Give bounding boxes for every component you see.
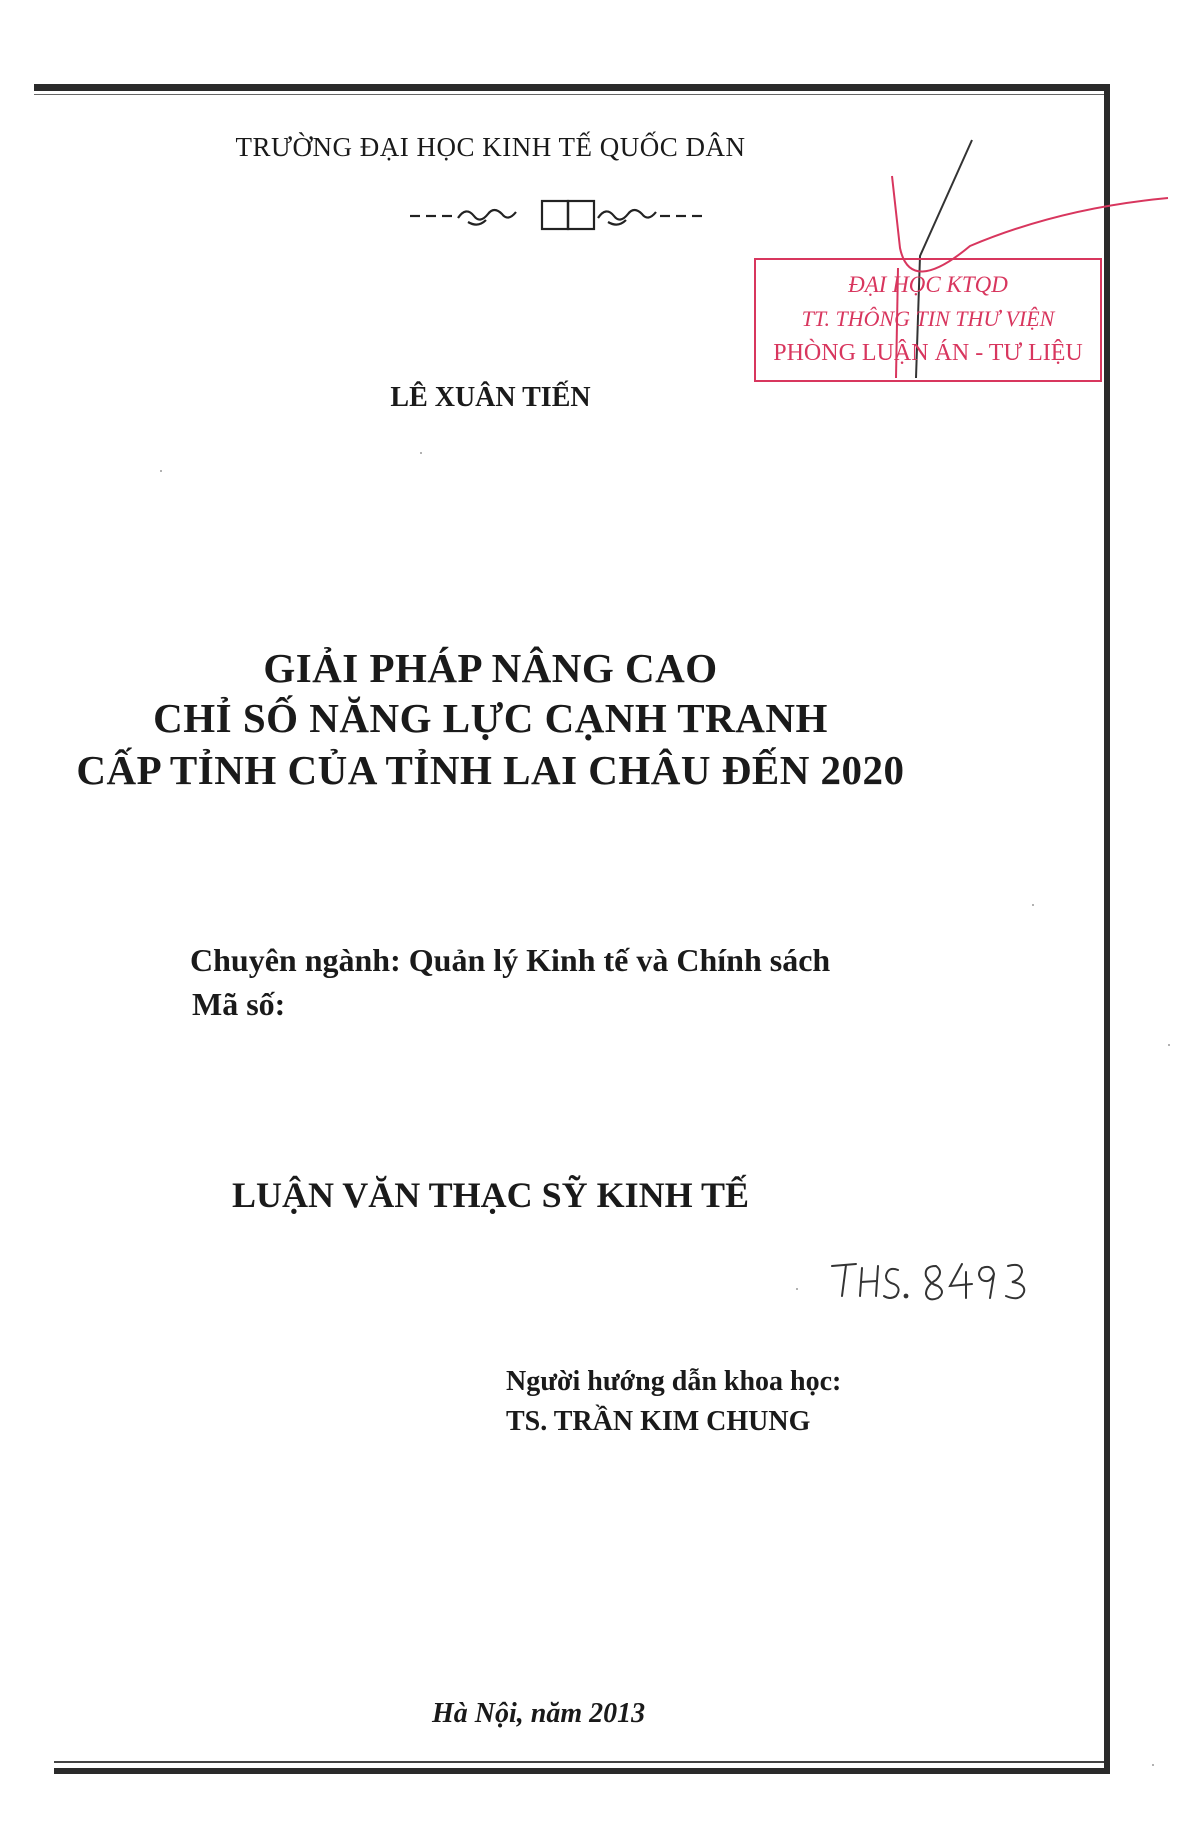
advisor-name: TS. TRẦN KIM CHUNG (506, 1406, 811, 1437)
stamp-line-3: PHÒNG LUẬN ÁN - TƯ LIỆU (773, 340, 1083, 366)
degree-title: LUẬN VĂN THẠC SỸ KINH TẾ (231, 1175, 750, 1215)
book-ornament-icon (408, 198, 704, 234)
stamp-line-1: ĐẠI HỌC KTQD (848, 272, 1008, 297)
library-stamp (754, 258, 1102, 382)
university-name: TRƯỜNG ĐẠI HỌC KINH TẾ QUỐC DÂN (235, 132, 746, 162)
thesis-title-line-2: CHỈ SỐ NĂNG LỰC CẠNH TRANH (153, 695, 828, 741)
thesis-title-line-3: CẤP TỈNH CỦA TỈNH LAI CHÂU ĐẾN 2020 (76, 747, 905, 793)
code-field: Mã số: (192, 986, 286, 1022)
page-frame-top (34, 84, 1110, 91)
scan-speck (796, 1288, 798, 1290)
scan-speck (1152, 1764, 1154, 1766)
scan-speck (1032, 904, 1034, 906)
scan-speck (1168, 1044, 1170, 1046)
handwritten-catalog-number (828, 1252, 1048, 1312)
page-frame-bottom (54, 1768, 1110, 1774)
scan-speck (160, 470, 162, 472)
thesis-title-line-1: GIẢI PHÁP NÂNG CAO (263, 645, 718, 691)
scan-speck (420, 452, 422, 454)
page-frame-top-inner (34, 94, 1104, 95)
stamp-line-2: TT. THÔNG TIN THƯ VIỆN (801, 306, 1055, 331)
major-field: Chuyên ngành: Quản lý Kinh tế và Chính sách (190, 942, 831, 978)
page-frame-bottom-inner (54, 1761, 1104, 1763)
author-name: LÊ XUÂN TIẾN (390, 382, 591, 413)
place-and-year: Hà Nội, năm 2013 (432, 1698, 646, 1729)
advisor-label: Người hướng dẫn khoa học: (506, 1366, 842, 1397)
